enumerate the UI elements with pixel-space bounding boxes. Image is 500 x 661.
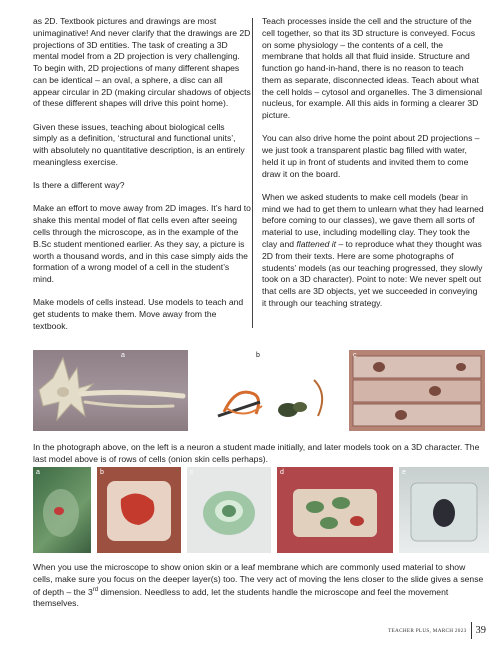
bottom-photo-row: [33, 467, 489, 553]
caption-top: In the photograph above, on the left is a neuron a student made initially, and later models took on a 3D character. The last model above is of rows of cells (onion skin cells perhaps).: [33, 442, 480, 464]
body-paragraph: Make models of cells instead. Use models to teach and get students to make them. Move away from the textbook.: [33, 297, 244, 331]
body-paragraph: You can also drive home the point about 2D projections – we just took a transparent plastic bag filled with water, held it up in front of students and invited them to come draw it on the board.: [262, 133, 480, 179]
body-paragraph: Is there a different way?: [33, 180, 125, 191]
left-column: [33, 16, 251, 344]
bag-model-drawing: [33, 467, 91, 553]
italic-phrase: flattened it: [296, 239, 337, 250]
body-paragraph: Given these issues, teaching about biological cells simply as a definition, ‘structural and functional units’, with absolutely no quantitative description, is an entirely meaningless exercise.: [33, 121, 245, 167]
body-paragraph: Teach processes inside the cell and the structure of the cell together, so that its 3D structure is conveyed. Focus on some physiology – the contents of a cell, the membrane that holds all that fluid inside. Structure and function go hand-in-hand, there is no reason to teach them as separate, disconnected ideas. Teach about what the cell holds – cytosol and organelles. The 3 dimensional nucleus, for example. All this aids in forming a clearer 3D picture.: [262, 16, 483, 121]
neuron-model-drawing: [33, 350, 188, 431]
superscript: rd: [92, 586, 99, 593]
column-divider: [252, 18, 253, 328]
paragraph-text: – to reproduce what they thought was 2D from their texts. Here are some photographs of students’ models (as our teaching progressed, they slowly took on a 3D character). Point to note: We never spelt out that cells are 3D objects, yet we succeeded in conveying it through our teaching strategy.: [262, 239, 483, 308]
flat-cell-drawing: [97, 467, 181, 553]
layered-cell-model-photo: [277, 467, 393, 553]
photo-label: c: [353, 352, 357, 359]
right-column: [262, 16, 484, 321]
photo-label: a: [121, 352, 125, 359]
photo-label: a: [36, 469, 40, 476]
cell-rows-drawing: [349, 350, 485, 431]
neuron-clay-model-photo: [33, 350, 188, 431]
round-cell-drawing: [187, 467, 271, 553]
bag-model-photo: [33, 467, 91, 553]
jelly-cell-model-photo: [399, 467, 489, 553]
wire-models-drawing: [196, 350, 341, 431]
pipe-cleaner-model-photo: [196, 350, 341, 431]
paragraph-text: When we asked students to make cell models (bear in mind we had to get them to unlearn what they had learned before coming to our classes), we gave them all sorts of material to use, including modelling clay. They took the clay and: [262, 191, 484, 250]
onion-cells-model-photo: [349, 350, 485, 431]
round-cell-model-photo: [187, 467, 271, 553]
body-paragraph: Make an effort to move away from 2D images. It’s hard to shake this mental model of flat cells even after seeing cells through the microscope, as in the example of the B.Sc student mentioned earlier. As they say, a picture is worth a thousand words, and in this case simply aids the formation of a wrong model of a cell in the student’s mind.: [33, 203, 251, 285]
body-paragraph: as 2D. Textbook pictures and drawings are most unimaginative! And never clarify that the drawings are 2D projections of 3D entities. The task of creating a 3D mental model from a 2D projection is very challenging. To begin with, 2D projections of many different shapes can be identical – an oval, a sphere, a disc can all appear circular in 2D (making circular shadows of objects of these different shapes will drive this point home).: [33, 16, 251, 109]
flat-clay-cell-photo: [97, 467, 181, 553]
caption-bottom: [33, 562, 485, 610]
photo-label: d: [280, 469, 284, 476]
photo-label: b: [256, 352, 260, 359]
body-paragraph: [262, 192, 484, 310]
jelly-cell-drawing: [399, 467, 489, 553]
layered-cell-drawing: [277, 467, 393, 553]
footer-divider: [471, 622, 472, 639]
page-number: 39: [475, 625, 486, 636]
caption-text: When you use the microscope to show onion skin or a leaf membrane which are commonly used material to show cells, make sure you focus on the deeper layer(s) too. The very act of moving the lens closer to the slide gives a sense of depth – the 3: [33, 562, 484, 597]
caption-text: dimension. Needless to add, let the students handle the microscope and feel the movement themselves.: [33, 586, 449, 609]
photo-label: c: [190, 469, 194, 476]
photo-label: e: [402, 469, 406, 476]
page-footer: [388, 622, 486, 639]
photo-label: b: [100, 469, 104, 476]
top-photo-row: [33, 350, 485, 431]
magazine-issue: TEACHER PLUS, MARCH 2023: [388, 627, 467, 634]
